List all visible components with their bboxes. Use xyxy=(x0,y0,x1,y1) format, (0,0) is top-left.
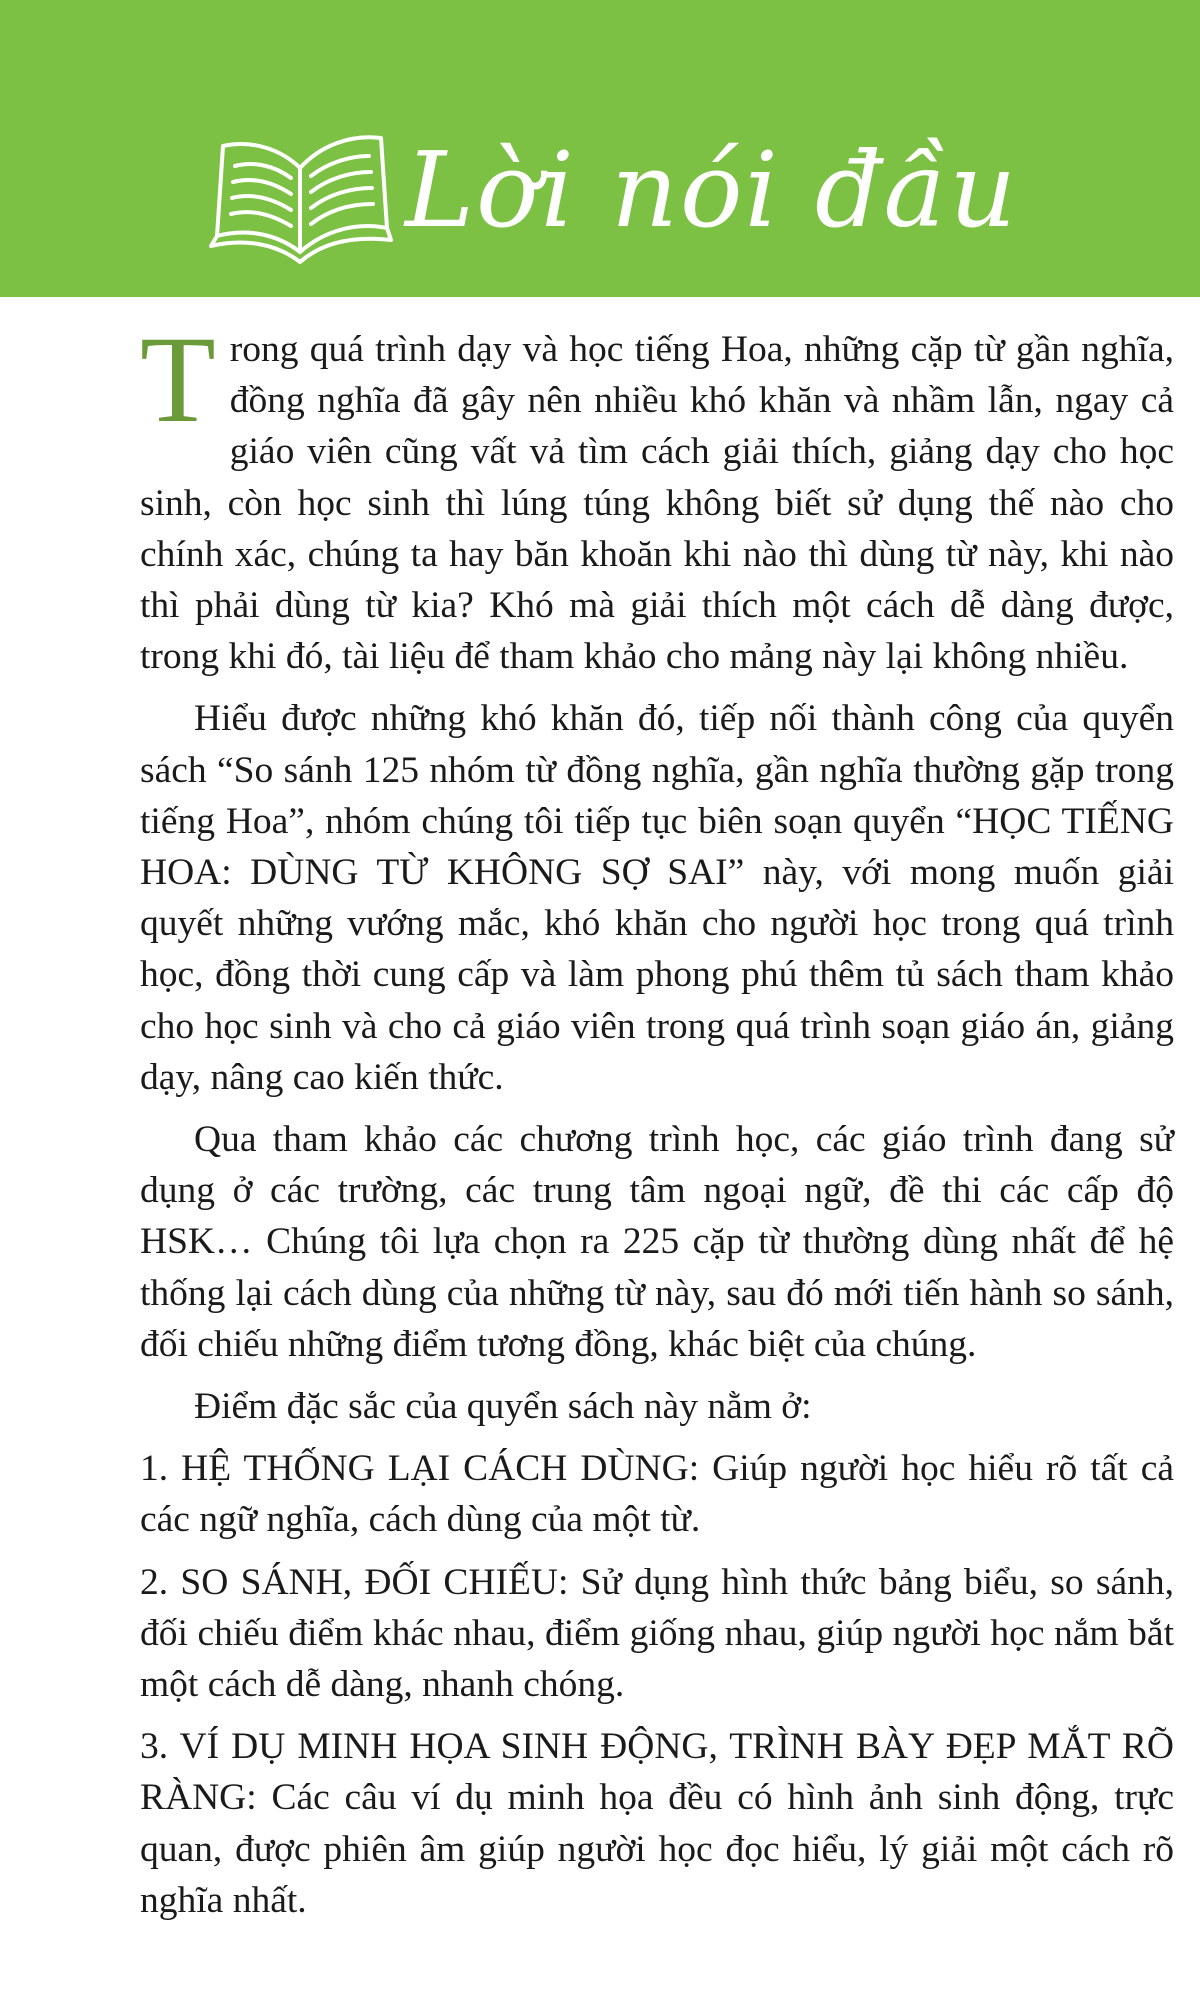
open-book-icon xyxy=(205,128,395,268)
paragraph-2: Hiểu được những khó khăn đó, tiếp nối thành công của quyển sách “So sánh 125 nhóm từ đồng nghĩa, gần nghĩa thường gặp trong tiếng Hoa”, nhóm chúng tôi tiếp tục biên soạn quyển “HỌC TIẾNG HOA: DÙNG TỪ KHÔNG SỢ SAI” này, với mong muốn giải quyết những vướng mắc, khó khăn cho người học trong quá trình học, đồng thời cung cấp và làm phong phú thêm tủ sách tham khảo cho học sinh và cho cả giáo viên trong quá trình soạn giáo án, giảng dạy, nâng cao kiến thức. xyxy=(140,698,1174,1098)
paragraph-3: Qua tham khảo các chương trình học, các giáo trình đang sử dụng ở các trường, các trung tâm ngoại ngữ, đề thi các cấp độ HSK… Chúng tôi lựa chọn ra 225 cặp từ thường dùng nhất để hệ thống lại cách dùng của những từ này, sau đó mới tiến hành so sánh, đối chiếu những điểm tương đồng, khác biệt của chúng. xyxy=(140,1119,1174,1365)
list-item: 1. HỆ THỐNG LẠI CÁCH DÙNG: Giúp người học hiểu rõ tất cả các ngữ nghĩa, cách dùng của một từ. xyxy=(140,1448,1174,1541)
preface-body xyxy=(140,311,1174,1937)
paragraph-1-text: rong quá trình dạy và học tiếng Hoa, những cặp từ gần nghĩa, đồng nghĩa đã gây nên nhiều khó khăn và nhầm lẫn, ngay cả giáo viên cũng vất vả tìm cách giải thích, giảng dạy cho học sinh, còn học sinh thì lúng túng không biết sử dụng thế nào cho chính xác, chúng ta hay băn khoăn khi nào thì dùng từ này, khi nào thì phải dùng từ kia? Khó mà giải thích một cách dễ dàng được, trong khi đó, tài liệu để tham khảo cho mảng này lại không nhiều. xyxy=(140,329,1174,678)
header-banner xyxy=(0,0,1200,297)
list-item: 3. VÍ DỤ MINH HỌA SINH ĐỘNG, TRÌNH BÀY ĐẸP MẮT RÕ RÀNG: Các câu ví dụ minh họa đều có hình ảnh sinh động, trực quan, được phiên âm giúp người học đọc hiểu, lý giải một cách rõ nghĩa nhất. xyxy=(140,1726,1174,1921)
paragraph-1 xyxy=(140,311,1174,682)
drop-cap: T xyxy=(140,311,216,448)
page-title: Lời nói đầu xyxy=(405,129,1019,251)
paragraph-4: Điểm đặc sắc của quyển sách này nằm ở: xyxy=(194,1386,812,1428)
list-item: 2. SO SÁNH, ĐỐI CHIẾU: Sử dụng hình thức bảng biểu, so sánh, đối chiếu điểm khác nhau, điểm giống nhau, giúp người học nắm bắt một cách dễ dàng, nhanh chóng. xyxy=(140,1561,1174,1706)
